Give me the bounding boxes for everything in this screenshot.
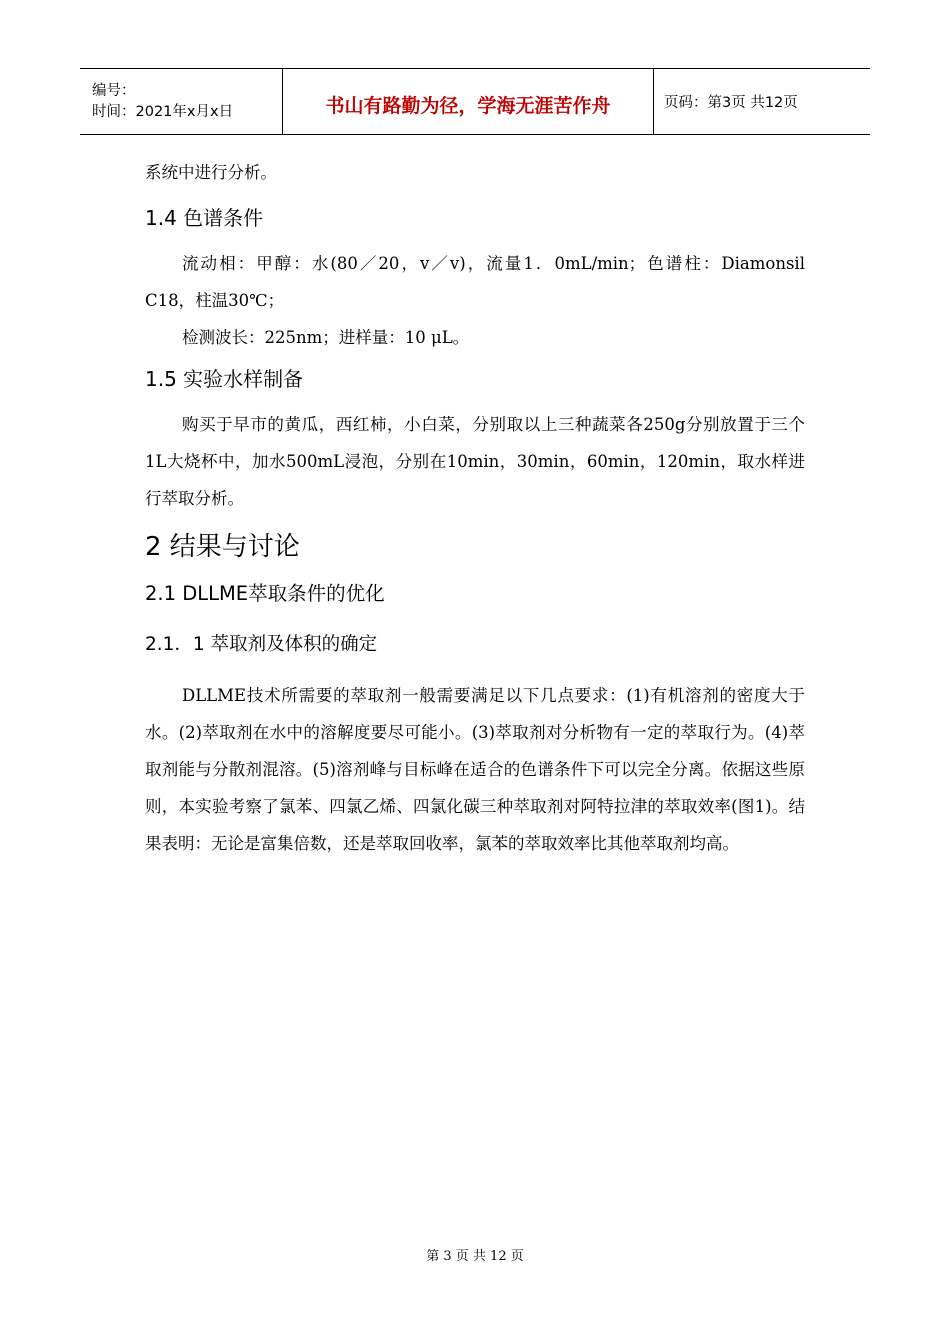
paragraph-extractant-selection: DLLME技术所需要的萃取剂一般需要满足以下几点要求：(1)有机溶剂的密度大于水。(2)萃取剂在水中的溶解度要尽可能小。(3)萃取剂对分析物有一定的萃取行为。(4)萃取剂能与分散剂混溶。(5)溶剂峰与目标峰在适合的色谱条件下可以完全分离。依据这些原则，本实验考察了氯苯、四氯乙烯、四氯化碳三种萃取剂对阿特拉津的萃取效率(图1)。结果表明：无论是富集倍数，还是萃取回收率，氯苯的萃取效率比其他萃取剂均高。 [145,686,805,853]
page-header [80,68,870,135]
heading-2-1: 2.1 DLLME萃取条件的优化 [145,582,385,605]
header-info [80,69,282,134]
paragraph-intro: 系统中进行分析。 [145,163,277,182]
document-body [145,154,805,862]
paragraph-chromatography-conditions: 流动相：甲醇：水(80／20，v／v)，流量1．0mL/min；色谱柱：Diamonsil C18，柱温30℃； [145,254,805,310]
heading-2-1-1: 2.1．1 萃取剂及体积的确定 [145,634,378,655]
document-date: 时间：2021年x月x日 [92,103,234,120]
heading-1-4: 1.4 色谱条件 [145,206,264,230]
heading-1-5: 1.5 实验水样制备 [145,367,304,391]
header-motto: 书山有路勤为径，学海无涯苦作舟 [282,69,654,134]
document-number-label: 编号： [92,82,136,99]
header-page-code: 页码：第3页 共12页 [664,95,798,111]
paragraph-sample-preparation: 购买于早市的黄瓜，西红柿，小白菜，分别取以上三种蔬菜各250g分别放置于三个1L大烧杯中，加水500mL浸泡，分别在10min，30min，60min，120min，取水样进行萃取分析。 [145,415,805,508]
heading-chapter-2: 2 结果与讨论 [145,532,300,562]
paragraph-detection-wavelength: 检测波长：225nm；进样量：10 μL。 [182,328,470,347]
page-footer: 第 3 页 共 12 页 [426,1249,524,1264]
